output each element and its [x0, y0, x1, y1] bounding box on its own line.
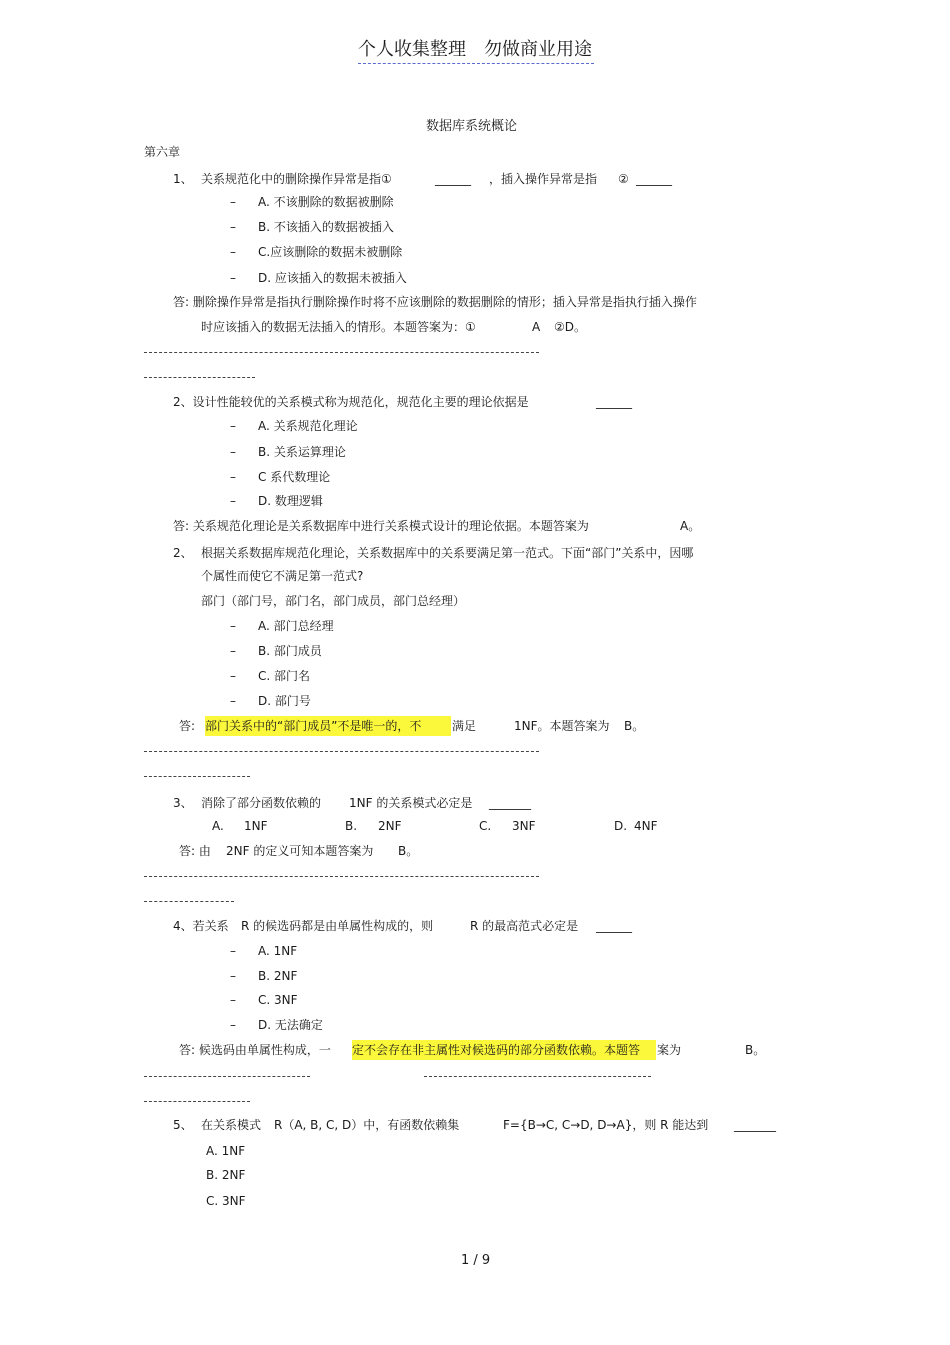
option-dash: –: [230, 245, 236, 259]
answer-key: B。: [624, 719, 645, 733]
answer-blank: ______: [636, 172, 672, 186]
highlighted-answer: 部门关系中的“部门成员”不是唯一的，不: [205, 716, 451, 736]
option-dash: –: [230, 470, 236, 484]
option: 3NF: [512, 819, 536, 833]
answer-text: 2NF 的定义可知本题答案为: [226, 844, 374, 858]
header-underline: [358, 63, 594, 64]
option: B. 2NF: [206, 1168, 246, 1182]
answer-text: 案为: [657, 1043, 682, 1057]
option: B. 关系运算理论: [258, 445, 346, 459]
option-dash: –: [230, 993, 236, 1007]
option: C.应该删除的数据未被删除: [258, 245, 403, 259]
answer-text: 1NF。本题答案为: [514, 719, 610, 733]
question-stem: R 的候选码都是由单属性构成的，则: [241, 919, 434, 933]
option: A. 关系规范化理论: [258, 419, 358, 433]
option-label: D.: [614, 819, 628, 833]
option: 4NF: [634, 819, 658, 833]
question-stem: 关系规范化中的删除操作异常是指①: [201, 172, 392, 186]
answer-prefix: 答:: [179, 719, 196, 733]
answer-text: 答: 由: [179, 844, 211, 858]
option: 1NF: [244, 819, 268, 833]
question-stem: ，插入操作异常是指: [489, 172, 598, 186]
separator: [144, 776, 250, 777]
question-stem: 个属性而使它不满足第一范式?: [201, 569, 364, 583]
answer-text: 答: 关系规范化理论是关系数据库中进行关系模式设计的理论依据。本题答案为: [173, 519, 589, 533]
option-dash: –: [230, 669, 236, 683]
answer-blank: ______: [435, 172, 471, 186]
option-dash: –: [230, 220, 236, 234]
option: A. 部门总经理: [258, 619, 334, 633]
answer-key: ②D。: [554, 320, 586, 334]
option: A. 1NF: [206, 1144, 246, 1158]
header-notice: 个人收集整理 勿做商业用途: [358, 39, 592, 60]
option: D. 部门号: [258, 694, 311, 708]
answer-text: 满足: [452, 719, 477, 733]
option: D. 数理逻辑: [258, 494, 323, 508]
separator: [144, 1076, 310, 1077]
option: C. 3NF: [258, 993, 298, 1007]
question-number: 1、: [173, 172, 193, 186]
answer-blank: ______: [596, 919, 632, 933]
separator: [144, 377, 255, 378]
separator: [144, 751, 539, 752]
option: B. 部门成员: [258, 644, 322, 658]
question-stem: 4、若关系: [173, 919, 229, 933]
option: D. 无法确定: [258, 1018, 323, 1032]
answer-blank: _______: [489, 796, 531, 810]
option-dash: –: [230, 644, 236, 658]
question-stem: 1NF 的关系模式必定是: [349, 796, 473, 810]
question-number: 2、: [173, 546, 193, 560]
option-dash: –: [230, 944, 236, 958]
answer-blank: ______: [596, 395, 632, 409]
option-label: B.: [345, 819, 358, 833]
page-number: 1 / 9: [461, 1253, 491, 1268]
option: C 系代数理论: [258, 470, 331, 484]
option: D. 应该插入的数据未被插入: [258, 271, 407, 285]
relation-schema: 部门（部门号，部门名，部门成员，部门总经理）: [201, 594, 466, 608]
option: C. 部门名: [258, 669, 311, 683]
answer-key: B。: [398, 844, 419, 858]
answer-key: A: [532, 320, 541, 334]
question-stem: 根据关系数据库规范化理论，关系数据库中的关系要满足第一范式。下面“部门”关系中，因哪: [201, 546, 694, 560]
circle-number: ②: [618, 172, 629, 186]
question-stem: 消除了部分函数依赖的: [201, 796, 322, 810]
separator: [144, 876, 539, 877]
option-dash: –: [230, 1018, 236, 1032]
question-number: 5、: [173, 1118, 193, 1132]
option-dash: –: [230, 445, 236, 459]
question-stem: R 的最高范式必定是: [470, 919, 579, 933]
option-dash: –: [230, 271, 236, 285]
option: A. 1NF: [258, 944, 298, 958]
question-number: 3、: [173, 796, 193, 810]
option: B. 不该插入的数据被插入: [258, 220, 394, 234]
highlighted-answer: 定不会存在非主属性对候选码的部分函数依赖。本题答: [352, 1040, 656, 1060]
separator: [424, 1076, 651, 1077]
answer-text: 答: 删除操作异常是指执行删除操作时将不应该删除的数据删除的情形；插入异常是指执行插入操作: [173, 295, 697, 309]
chapter-heading: 第六章: [144, 145, 181, 159]
option-dash: –: [230, 619, 236, 633]
option: B. 2NF: [258, 969, 298, 983]
option-dash: –: [230, 694, 236, 708]
question-stem: F={B→C, C→D, D→A}，则 R 能达到: [503, 1118, 709, 1132]
answer-text: 答: 候选码由单属性构成，一: [179, 1043, 331, 1057]
option-label: A.: [212, 819, 224, 833]
option-dash: –: [230, 494, 236, 508]
answer-text: 时应该插入的数据无法插入的情形。本题答案为：①: [201, 320, 476, 334]
question-stem: R（A, B, C, D）中，有函数依赖集: [274, 1118, 460, 1132]
option-label: C.: [479, 819, 492, 833]
option-dash: –: [230, 969, 236, 983]
question-stem: 2、设计性能较优的关系模式称为规范化，规范化主要的理论依据是: [173, 395, 529, 409]
answer-key: A。: [680, 519, 701, 533]
answer-blank: _______: [734, 1118, 776, 1132]
option-dash: –: [230, 195, 236, 209]
separator: [144, 1101, 250, 1102]
option: C. 3NF: [206, 1194, 246, 1208]
option: 2NF: [378, 819, 402, 833]
answer-key: B。: [745, 1043, 766, 1057]
document-title: 数据库系统概论: [426, 119, 518, 134]
separator: [144, 352, 539, 353]
question-stem: 在关系模式: [201, 1118, 262, 1132]
option: A. 不该删除的数据被删除: [258, 195, 394, 209]
separator: [144, 901, 234, 902]
option-dash: –: [230, 419, 236, 433]
